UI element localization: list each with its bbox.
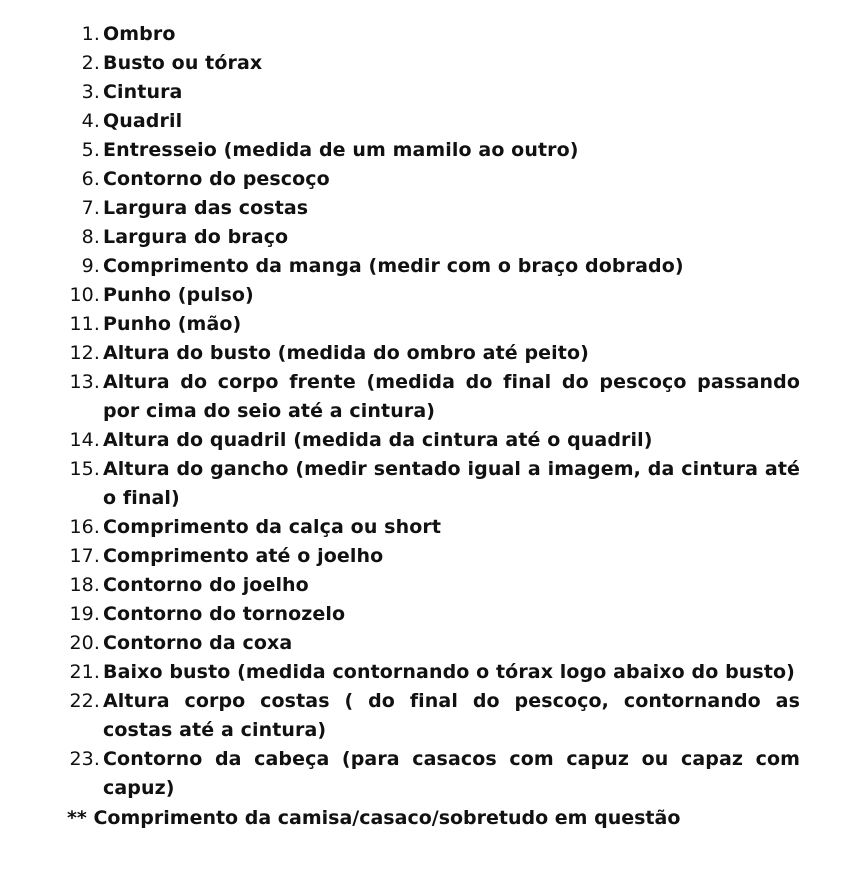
list-item [0, 339, 858, 368]
item-number: 15. [69, 458, 100, 480]
list-item [0, 629, 858, 658]
list-item [0, 542, 858, 571]
list-item [0, 165, 858, 194]
item-text: Busto ou tórax [103, 52, 263, 74]
item-text: Contorno da coxa [103, 632, 293, 654]
item-number: 16. [69, 516, 100, 538]
item-number: 18. [69, 574, 100, 596]
item-number: 9. [81, 255, 100, 277]
item-text: Punho (mão) [103, 313, 242, 335]
item-number: 2. [81, 52, 100, 74]
item-text: Cintura [103, 81, 183, 103]
item-text: Comprimento da manga (medir com o braço dobrado) [103, 255, 684, 277]
item-number: 22. [69, 690, 100, 712]
list-item [0, 658, 858, 687]
list-item [0, 78, 858, 107]
item-text: Comprimento até o joelho [103, 545, 384, 567]
item-number: 19. [69, 603, 100, 625]
item-number: 3. [81, 81, 100, 103]
item-number: 8. [81, 226, 100, 248]
list-item [0, 310, 858, 339]
item-text: Contorno do tornozelo [103, 603, 346, 625]
item-text: Altura do busto (medida do ombro até peito) [103, 342, 589, 364]
item-text: Entresseio (medida de um mamilo ao outro) [103, 139, 579, 161]
item-text: Largura das costas [103, 197, 309, 219]
item-number: 12. [69, 342, 100, 364]
item-number: 21. [69, 661, 100, 683]
list-item [0, 455, 858, 513]
list-item [0, 745, 858, 803]
item-text: Altura do quadril (medida da cintura até o quadril) [103, 429, 653, 451]
item-number: 7. [81, 197, 100, 219]
list-item [0, 571, 858, 600]
item-number: 1. [81, 23, 100, 45]
item-text: Punho (pulso) [103, 284, 254, 306]
list-item [0, 107, 858, 136]
list-item [0, 281, 858, 310]
item-number: 11. [69, 313, 100, 335]
list-item [0, 49, 858, 78]
item-number: 10. [69, 284, 100, 306]
list-item [0, 368, 858, 426]
item-text: Altura do gancho (medir sentado igual a imagem, da cintura até o final) [103, 458, 800, 509]
list-item [0, 513, 858, 542]
item-text: Contorno do joelho [103, 574, 309, 596]
list-item [0, 20, 858, 49]
item-number: 14. [69, 429, 100, 451]
item-text: Contorno do pescoço [103, 168, 330, 190]
item-text: Quadril [103, 110, 183, 132]
item-text: Ombro [103, 23, 176, 45]
item-number: 4. [81, 110, 100, 132]
list-item [0, 687, 858, 745]
item-text: Comprimento da calça ou short [103, 516, 442, 538]
item-number: 23. [69, 748, 100, 770]
item-text: Altura do corpo frente (medida do final do pescoço passando por cima do seio até a cintura) [103, 371, 800, 422]
item-number: 5. [81, 139, 100, 161]
item-number: 20. [69, 632, 100, 654]
item-text: Altura corpo costas ( do final do pescoço, contornando as costas até a cintura) [103, 690, 800, 741]
item-text: Baixo busto (medida contornando o tórax logo abaixo do busto) [103, 661, 795, 683]
list-item [0, 194, 858, 223]
list-item [0, 600, 858, 629]
list-item [0, 223, 858, 252]
measurement-list [0, 20, 858, 803]
item-number: 13. [69, 371, 100, 393]
list-item [0, 136, 858, 165]
item-number: 17. [69, 545, 100, 567]
item-number: 6. [81, 168, 100, 190]
item-text: Largura do braço [103, 226, 289, 248]
measurement-document [0, 20, 858, 833]
footnote: ** Comprimento da camisa/casaco/sobretudo em questão [67, 807, 681, 829]
list-item [0, 252, 858, 281]
item-text: Contorno da cabeça (para casacos com capuz ou capaz com capuz) [103, 748, 800, 799]
list-item [0, 426, 858, 455]
